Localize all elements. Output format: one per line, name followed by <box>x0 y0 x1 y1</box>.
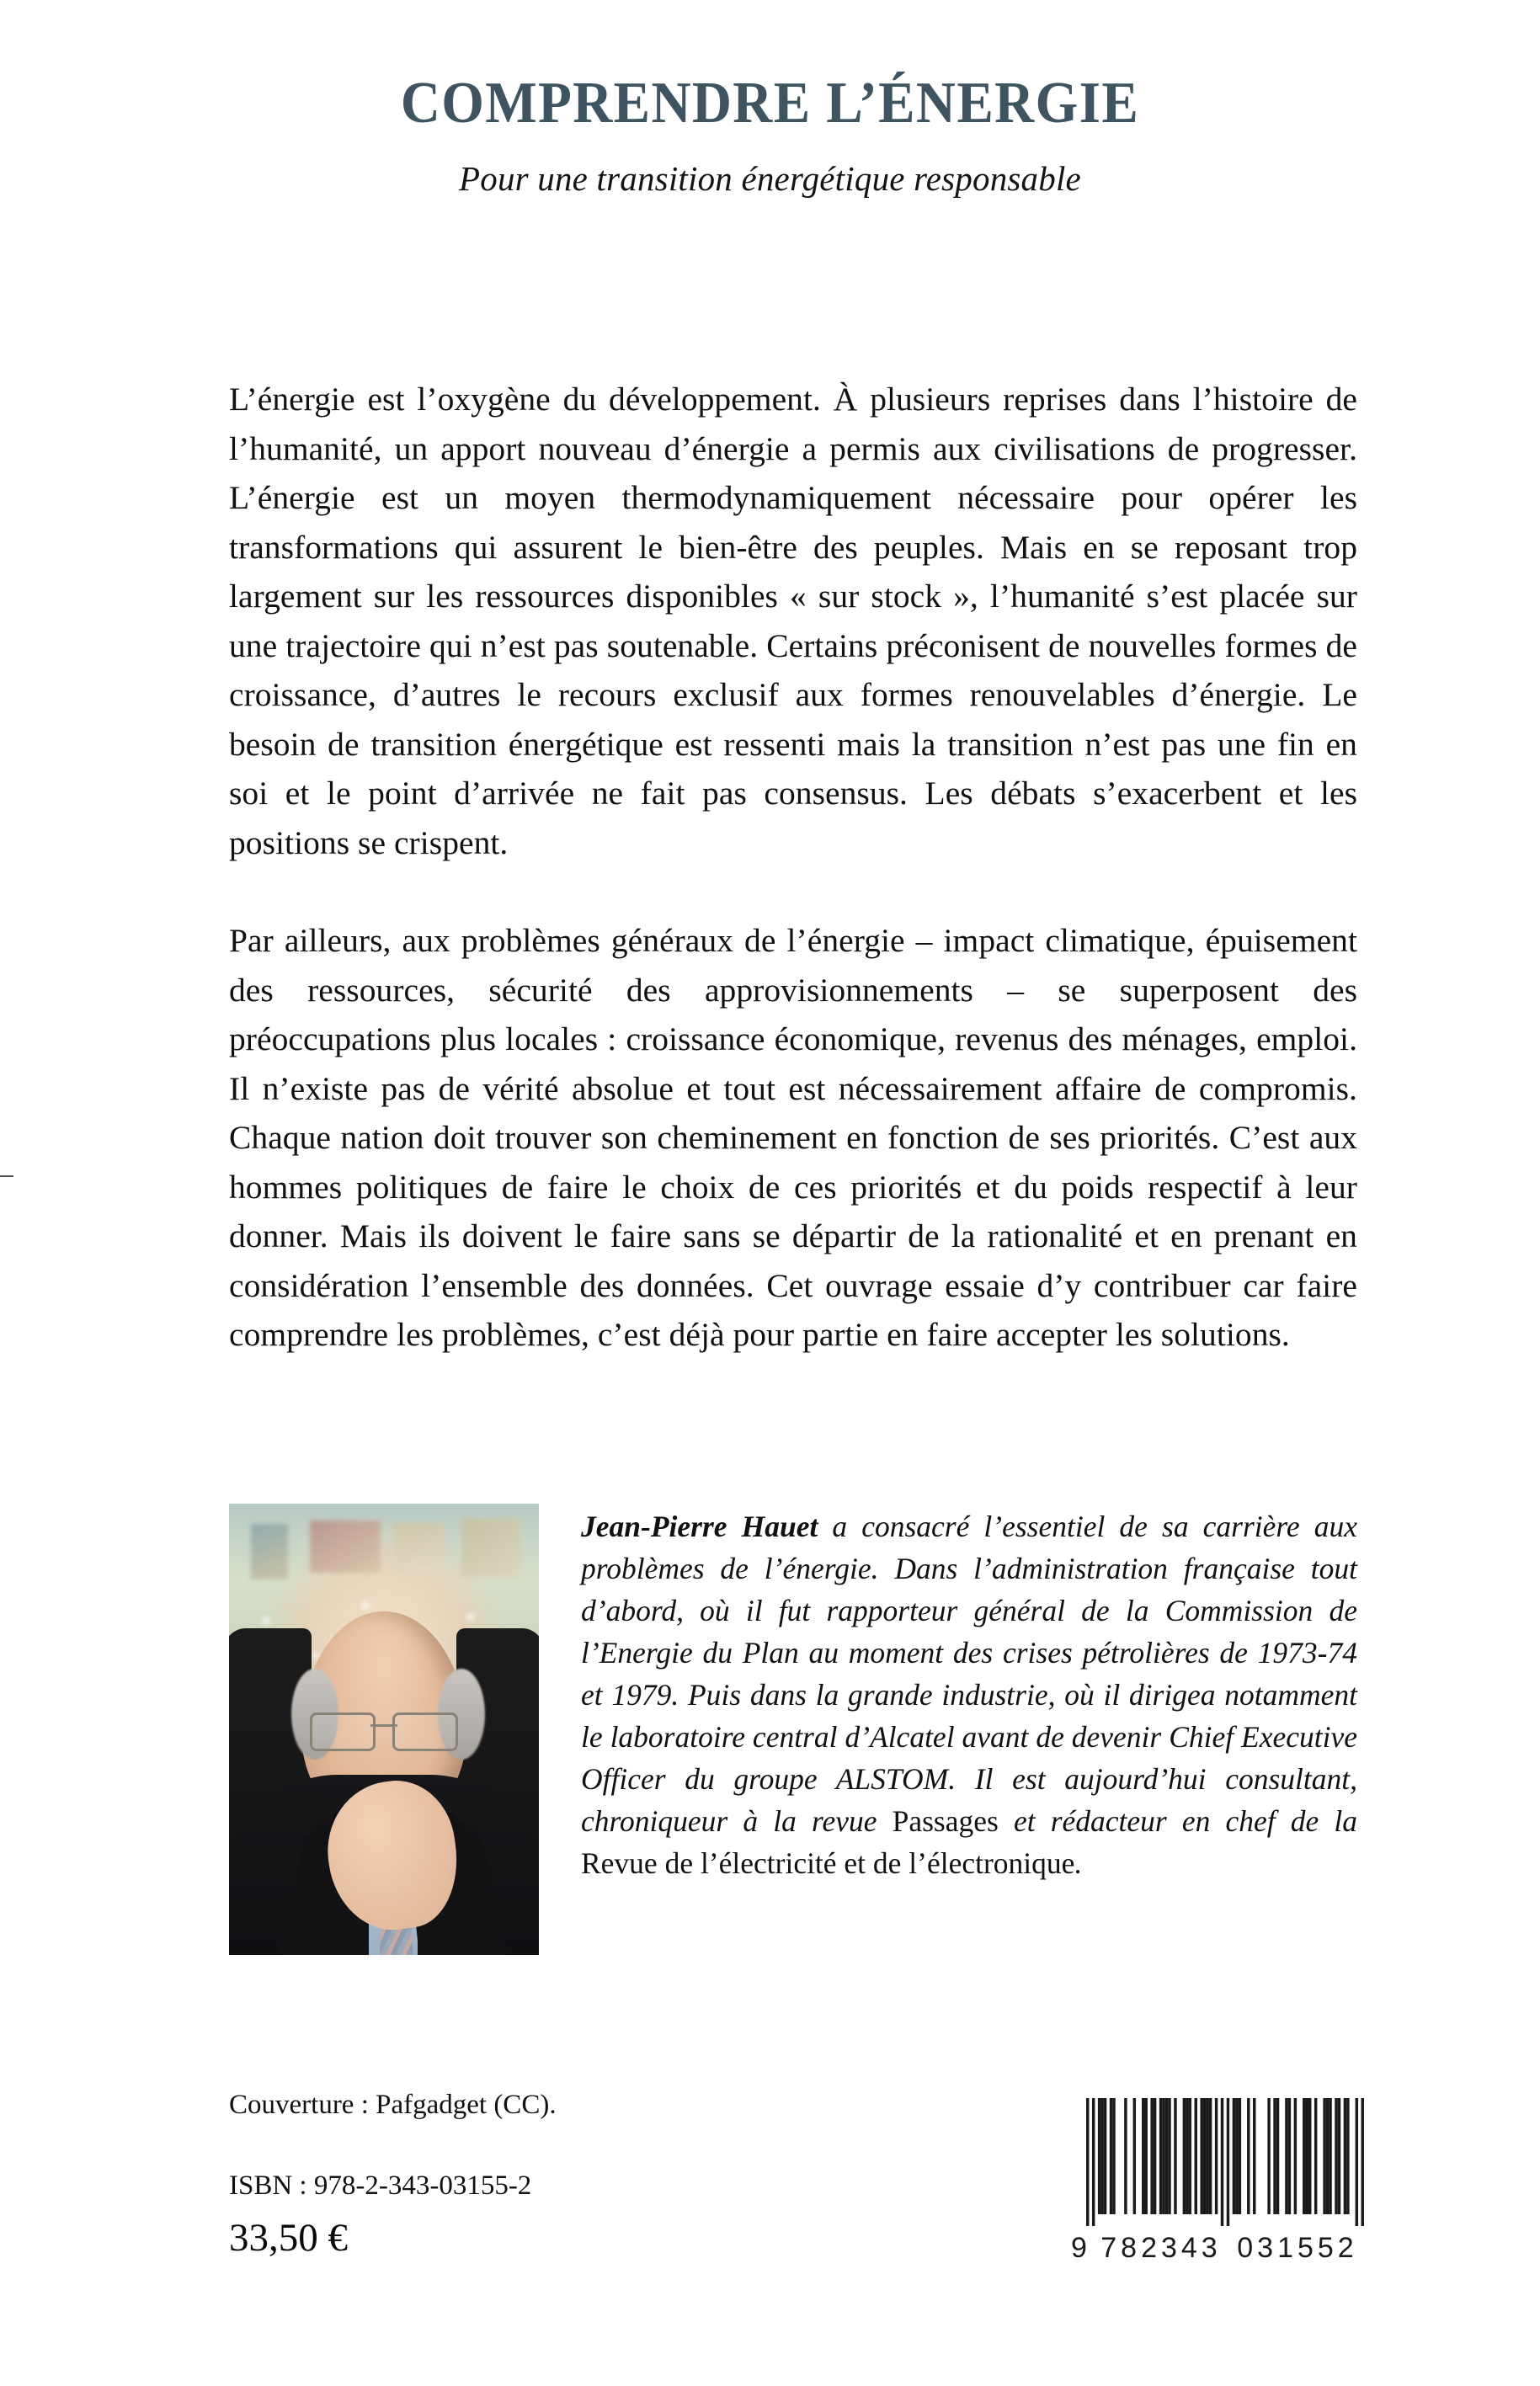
crop-mark-left <box>0 1175 13 1177</box>
journal-name-passages: Passages <box>892 1804 999 1838</box>
journal-name-ree: Revue de l’électricité et de l’électronique <box>581 1846 1075 1880</box>
author-block <box>229 1504 1357 1958</box>
photo-glasses-lens <box>392 1712 458 1751</box>
book-subtitle: Pour une transition énergétique responsable <box>459 159 1081 198</box>
barcode-bars <box>1086 2098 1364 2226</box>
author-photo <box>229 1504 539 1955</box>
barcode-lead-digit: 9 <box>1071 2232 1088 2264</box>
author-bio-part-2: et rédacteur en chef de la <box>998 1804 1358 1838</box>
isbn-text: ISBN : 978-2-343-03155-2 <box>229 2170 532 2201</box>
author-bio-part-1: a consacré l’essentiel de sa carrière aux problèmes de l’énergie. Dans l’administration française tout d’abord, où il fut rapporteur général de la Commission de l’Energie du Plan au moment des crises pétrolières de 1973-74 et 1979. Puis dans la grande industrie, où il dirigea notamment le laboratoire central d’Alcatel avant de devenir Chief Executive Officer du groupe ALSTOM. Il est aujourd’hui consultant, chroniqueur à la revue <box>581 1510 1357 1838</box>
price-text: 33,50 € <box>229 2216 348 2260</box>
barcode <box>1071 2098 1366 2265</box>
barcode-digits <box>1071 2232 1366 2265</box>
author-name: Jean-Pierre Hauet <box>581 1510 818 1543</box>
author-biography <box>581 1505 1357 1884</box>
blurb-paragraph-2: Par ailleurs, aux problèmes généraux de l’énergie – impact climatique, épuisement des ressources, sécurité des approvisionnements – se superposent des préoccupations plus locales : croissance économique, revenus des ménages, emploi. Il n’existe pas de vérité absolue et tout est nécessairement affaire de compromis. Chaque nation doit trouver son cheminement en fonction de ses priorités. C’est aux hommes politiques de faire le choix de ces priorités et du poids respectif à leur donner. Mais ils doivent le faire sans se départir de la rationalité et en prenant en considération l’ensemble des données. Cet ouvrage essaie d’y contribuer car faire comprendre les problèmes, c’est déjà pour partie en faire accepter les solutions. <box>229 922 1357 1353</box>
barcode-left-group: 782343 <box>1100 2232 1222 2264</box>
author-photo-image <box>229 1504 539 1955</box>
author-bio-part-3: . <box>1074 1846 1083 1880</box>
photo-glasses-lens <box>310 1712 376 1751</box>
title-block <box>0 71 1540 198</box>
cover-credit: Couverture : Pafgadget (CC). <box>229 2090 557 2120</box>
photo-glasses <box>310 1712 458 1748</box>
blurb-paragraph-1: L’énergie est l’oxygène du développement. À plusieurs reprises dans l’histoire de l’humanité, un apport nouveau d’énergie a permis aux civilisations de progresser. L’énergie est un moyen thermodynamiquement nécessaire pour opérer les transformations qui assurent le bien-être des peuples. Mais en se reposant trop largement sur les ressources disponibles « sur stock », l’humanité s’est placée sur une trajectoire qui n’est pas soutenable. Certains préconisent de nouvelles formes de croissance, d’autres le recours exclusif aux formes renouvelables d’énergie. Le besoin de transition énergétique est ressenti mais la transition n’est pas une fin en soi et le point d’arrivée ne fait pas consensus. Les débats s’exacerbent et les positions se crispent. <box>229 381 1357 861</box>
book-title: COMPRENDRE L’ÉNERGIE <box>400 71 1140 136</box>
blurb-text <box>229 375 1357 1360</box>
barcode-right-group: 031552 <box>1237 2232 1358 2264</box>
